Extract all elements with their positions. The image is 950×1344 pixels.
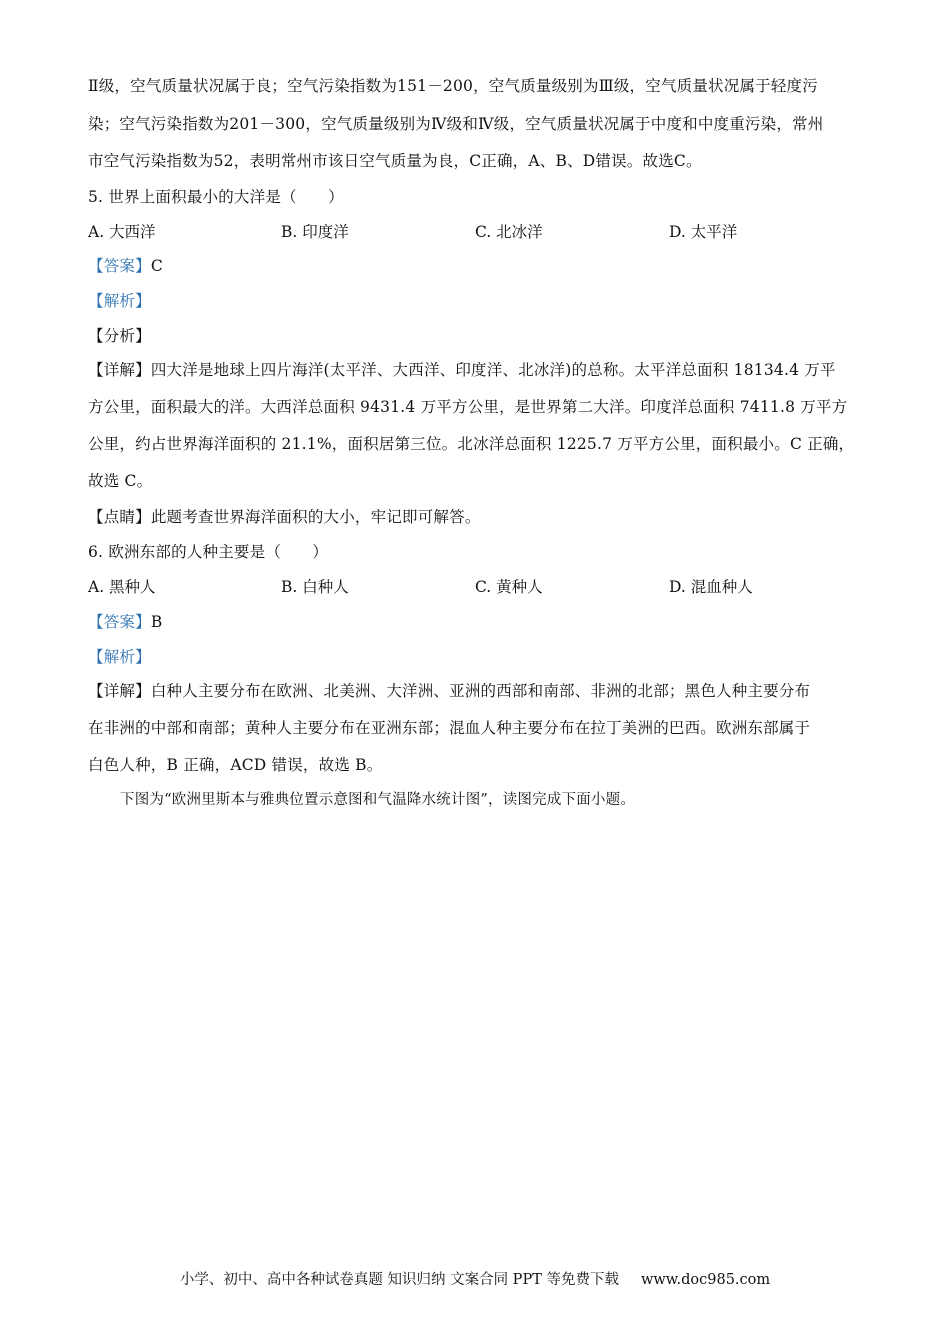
q5-jiexi [88,291,151,311]
q5-option-c: C. 北冰洋 [475,223,543,241]
q6-option-d: D. 混血种人 [669,578,753,596]
q6-detail-line-1 [88,681,810,701]
page-footer [0,1270,950,1290]
text-line: 市空气污染指数为52，表明常州市该日空气质量为良，C正确，A、B、D错误。故选C。 [88,152,702,170]
q6-detail-line-2: 在非洲的中部和南部；黄种人主要分布在亚洲东部；混血人种主要分布在拉丁美洲的巴西。欧洲东部属于 [88,719,811,737]
analysis-tag: 【解析】 [88,648,151,666]
q6-answer [88,612,162,632]
answer-value: C [150,257,163,275]
fenxi-tag: 【分析】 [88,327,151,345]
footer-url[interactable]: www.doc985.com [640,1272,771,1288]
figure-intro: 下图为“欧洲里斯本与雅典位置示意图和气温降水统计图”，读图完成下面小题。 [120,792,636,808]
q5-dianjing [88,507,481,527]
detail-tag: 【详解】 [88,682,151,700]
answer-tag: 【答案】 [88,257,151,275]
q6-jiexi [88,647,151,667]
q5-detail-line-2: 方公里，面积最大的洋。大西洋总面积 9431.4 万平方公里，是世界第二大洋。印度洋总面积 7411.8 万平方 [88,398,848,416]
answer-value: B [150,613,163,631]
q6-detail-line-3: 白色人种，B 正确，ACD 错误，故选 B。 [88,756,383,774]
text-line: Ⅱ级，空气质量状况属于良；空气污染指数为151－200，空气质量级别为Ⅲ级，空气质量状况属于轻度污 [88,77,818,95]
q6-option-a: A. 黑种人 [88,578,156,596]
q5-fenxi [88,326,151,346]
q5-detail-line-4: 故选 C。 [88,472,153,490]
q6-option-b: B. 白种人 [281,578,349,596]
q5-option-a: A. 大西洋 [88,223,156,241]
footer-text: 小学、初中、高中各种试卷真题 知识归纳 文案合同 PPT 等免费下载 [179,1272,619,1288]
dianjing-tag: 【点睛】 [88,508,151,526]
detail-tag: 【详解】 [88,361,151,379]
analysis-tag: 【解析】 [88,292,151,310]
q5-detail-line-3: 公里，约占世界海洋面积的 21.1%，面积居第三位。北冰洋总面积 1225.7 万平方公里，面积最小。C 正确， [88,435,855,453]
q5-detail-line-1 [88,360,836,380]
q5-option-d: D. 太平洋 [669,223,738,241]
question-5-stem: 5. 世界上面积最小的大洋是（ ） [88,188,344,206]
q6-option-c: C. 黄种人 [475,578,543,596]
q5-answer [88,256,163,276]
detail-text: 白种人主要分布在欧洲、北美洲、大洋洲、亚洲的西部和南部、非洲的北部；黑色人种主要分布 [150,682,811,700]
dianjing-text: 此题考查世界海洋面积的大小，牢记即可解答。 [150,508,481,526]
text-line: 染；空气污染指数为201－300，空气质量级别为Ⅳ级和Ⅳ级，空气质量状况属于中度和中度重污染，常州 [88,115,824,133]
detail-text: 四大洋是地球上四片海洋(太平洋、大西洋、印度洋、北冰洋)的总称。太平洋总面积 18134.4 万平 [150,361,836,379]
question-6-stem: 6. 欧洲东部的人种主要是（ ） [88,543,329,561]
answer-tag: 【答案】 [88,613,151,631]
q5-option-b: B. 印度洋 [281,223,349,241]
